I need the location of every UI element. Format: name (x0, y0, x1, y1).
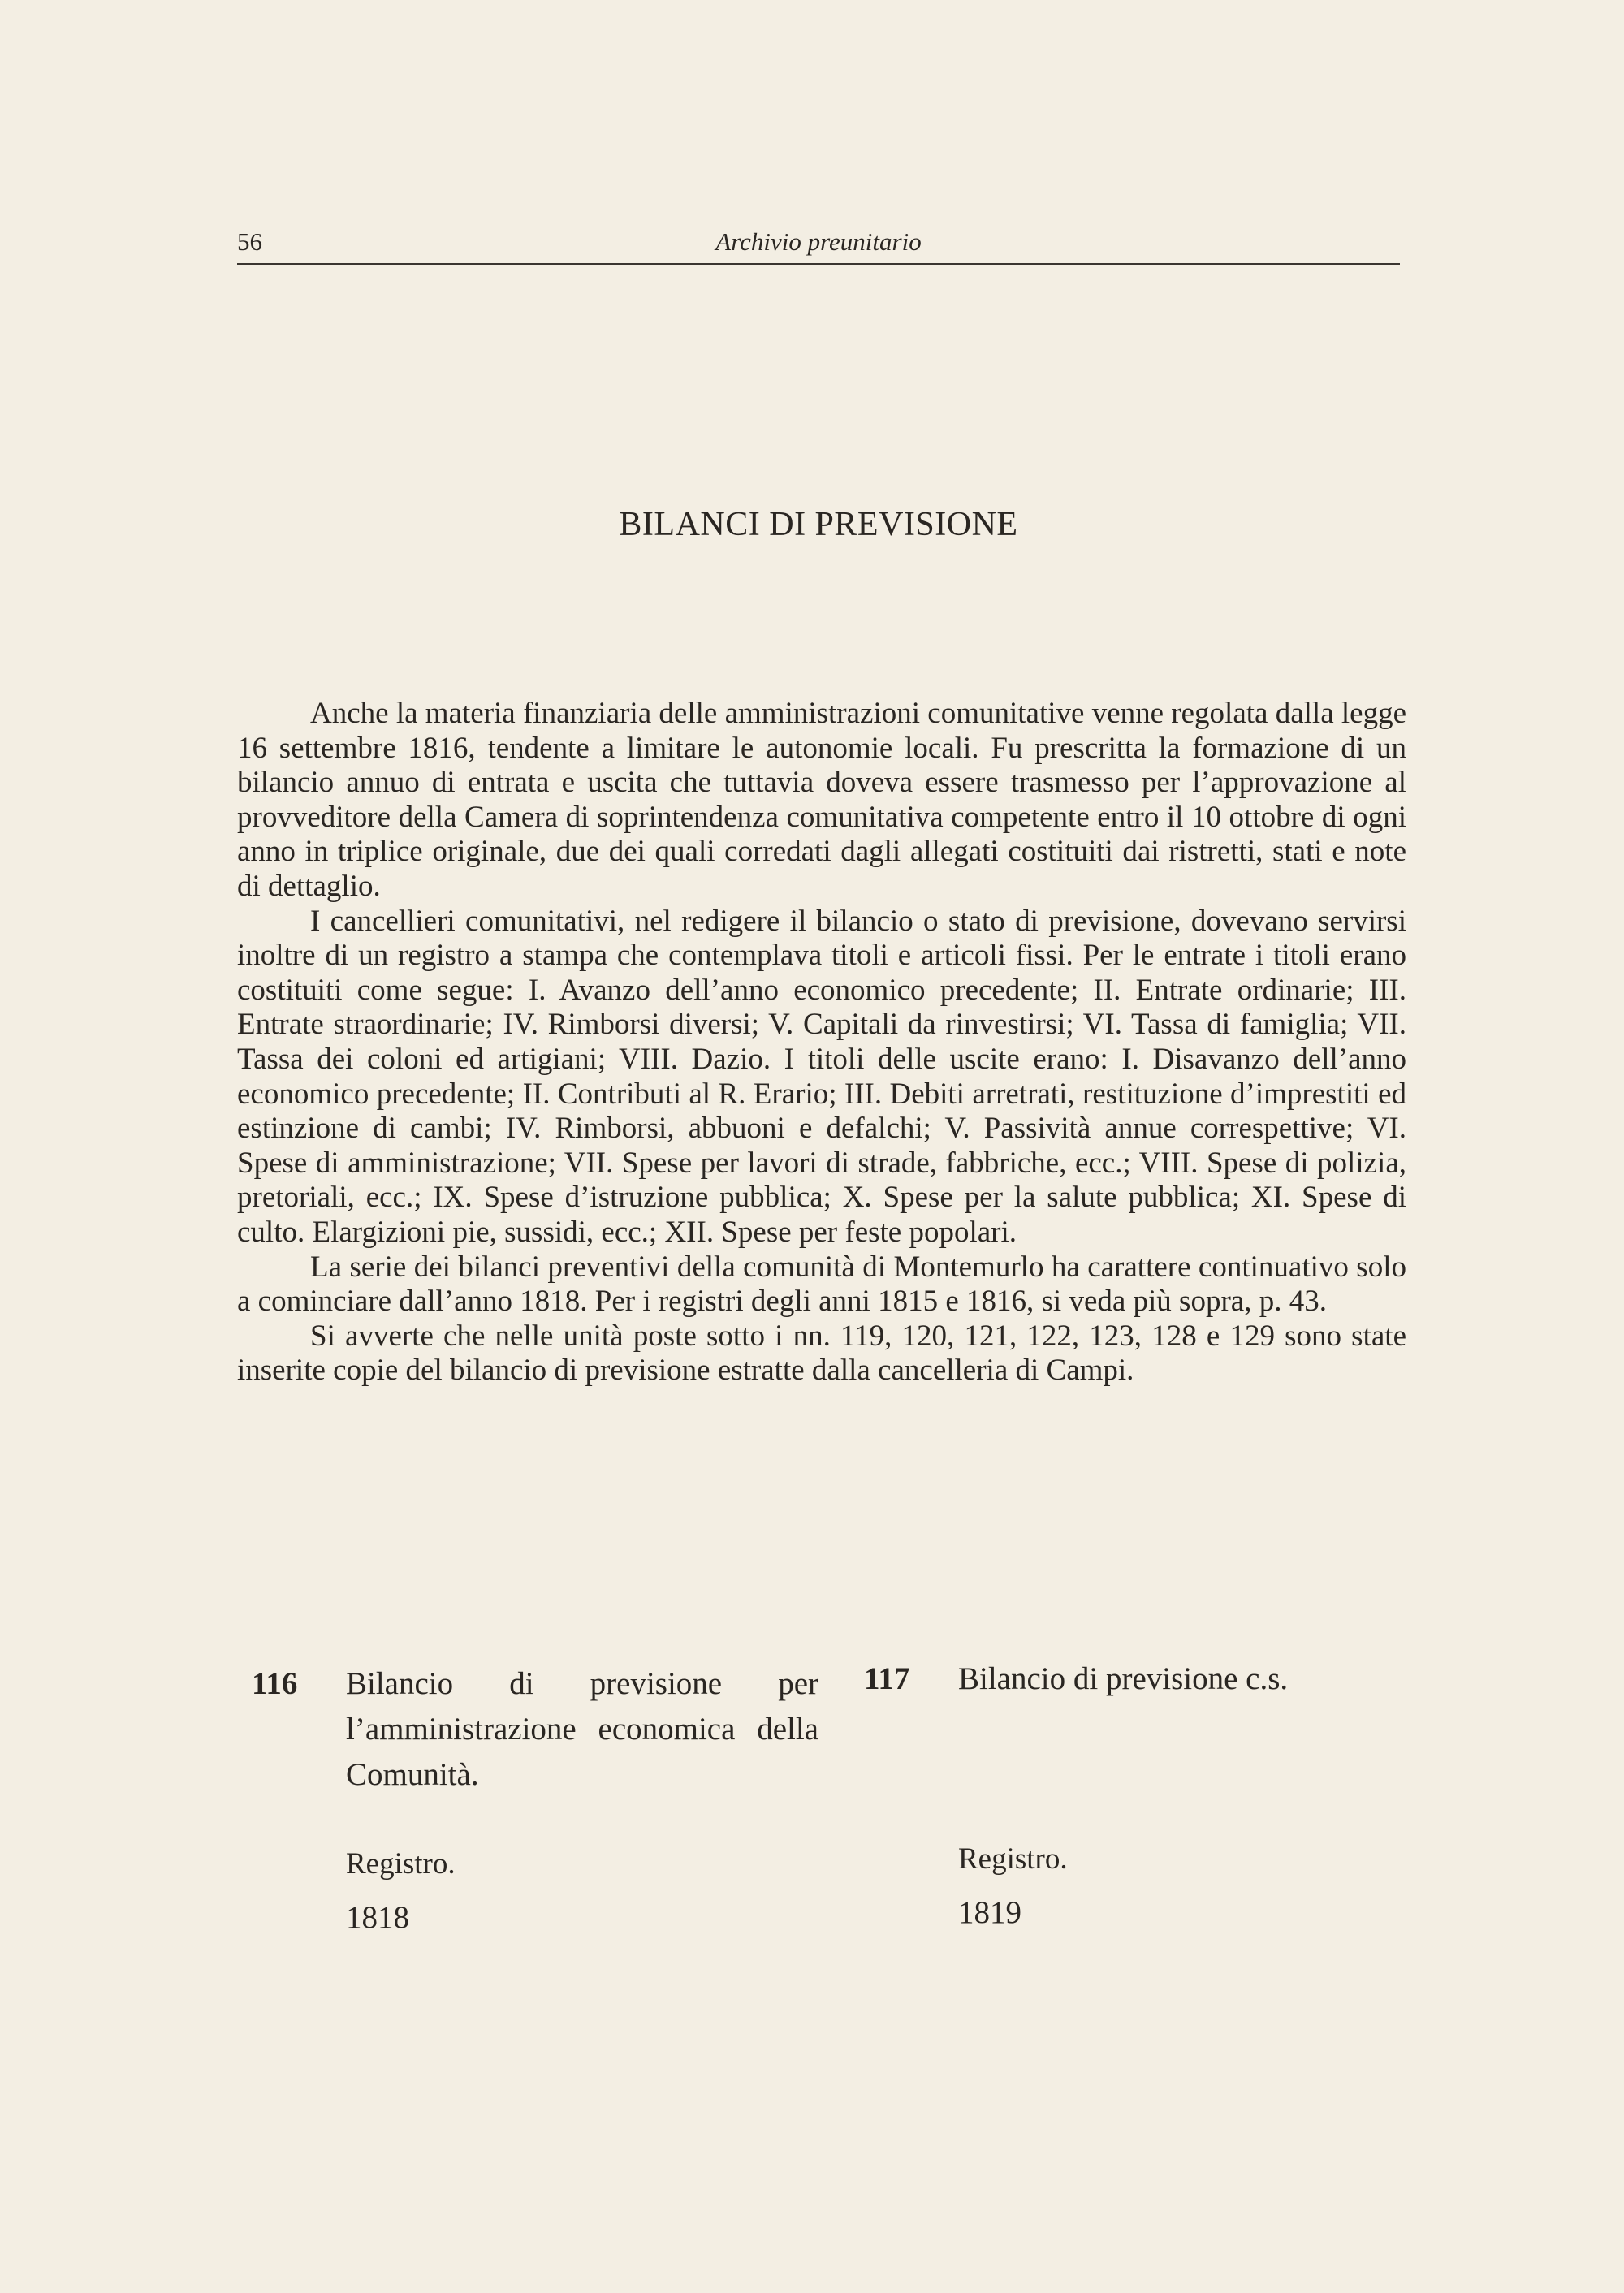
paragraph-note: Si avverte che nelle unità poste sotto i nn. 119, 120, 121, 122, 123, 128 e 129 sono state inserite copie del bilancio di previsione estratte dalla cancelleria di Campi. (237, 1319, 1406, 1388)
page-header (237, 227, 1400, 265)
body-text (237, 697, 1406, 1388)
entry-number: 116 (252, 1666, 298, 1701)
entry-year: 1819 (958, 1895, 1021, 1930)
paragraph-series: La serie dei bilanci preventivi della comunità di Montemurlo ha carattere continuativo solo a cominciare dall’anno 1818. Per i registri degli anni 1815 e 1816, si veda più sopra, p. 43. (237, 1250, 1406, 1319)
entry-year: 1818 (346, 1900, 409, 1935)
running-title: Archivio preunitario (715, 227, 922, 256)
entry-type: Registro. (346, 1847, 456, 1881)
page-number: 56 (237, 227, 262, 256)
entry-type: Registro. (958, 1842, 1068, 1876)
entry-title: Bilancio di previsione per l’amministrazione economica della Comunità. (346, 1666, 818, 1792)
paragraph-titles: I cancellieri comunitativi, nel redigere il bilancio o stato di previsione, dovevano servirsi inoltre di un registro a stampa che contemplava titoli e articoli fissi. Per le entrate i titoli erano costituiti come segue: I. Avanzo dell’anno economico precedente; II. Entrate ordinarie; III. Entrate straordinarie; IV. Rimborsi diversi; V. Capitali da rinvestirsi; VI. Tassa di famiglia; VII. Tassa dei coloni ed artigiani; VIII. Dazio. I titoli delle uscite erano: I. Disavanzo dell’anno economico precedente; II. Contributi al R. Erario; III. Debiti arretrati, restituzione d’imprestiti ed estinzione di cambi; IV. Rimborsi, abbuoni e defalchi; V. Passività annue correspettive; VI. Spese di amministrazione; VII. Spese per lavori di strade, fabbriche, ecc.; VIII. Spese di polizia, pretoriali, ecc.; IX. Spese d’istruzione pubblica; X. Spese per la salute pubblica; XI. Spese di culto. Elargizioni pie, sussidi, ecc.; XII. Spese per feste popolari. (237, 904, 1406, 1249)
entry-title: Bilancio di previsione c.s. (958, 1661, 1289, 1696)
paragraph-finance-law: Anche la materia finanziaria delle amministrazioni comunitative venne regolata dalla legge 16 settembre 1816, tendente a limitare le autonomie locali. Fu prescritta la formazione di un bilancio annuo di entrata e uscita che tuttavia doveva essere trasmesso per l’approvazione al provveditore della Camera di soprintendenza comunitativa competente entro il 10 ottobre di ogni anno in triplice originale, due dei quali corredati dagli allegati costituiti dai ristretti, stati e note di dettaglio. (237, 697, 1406, 903)
section-title: BILANCI DI PREVISIONE (619, 506, 1018, 543)
entry-number: 117 (864, 1661, 910, 1696)
